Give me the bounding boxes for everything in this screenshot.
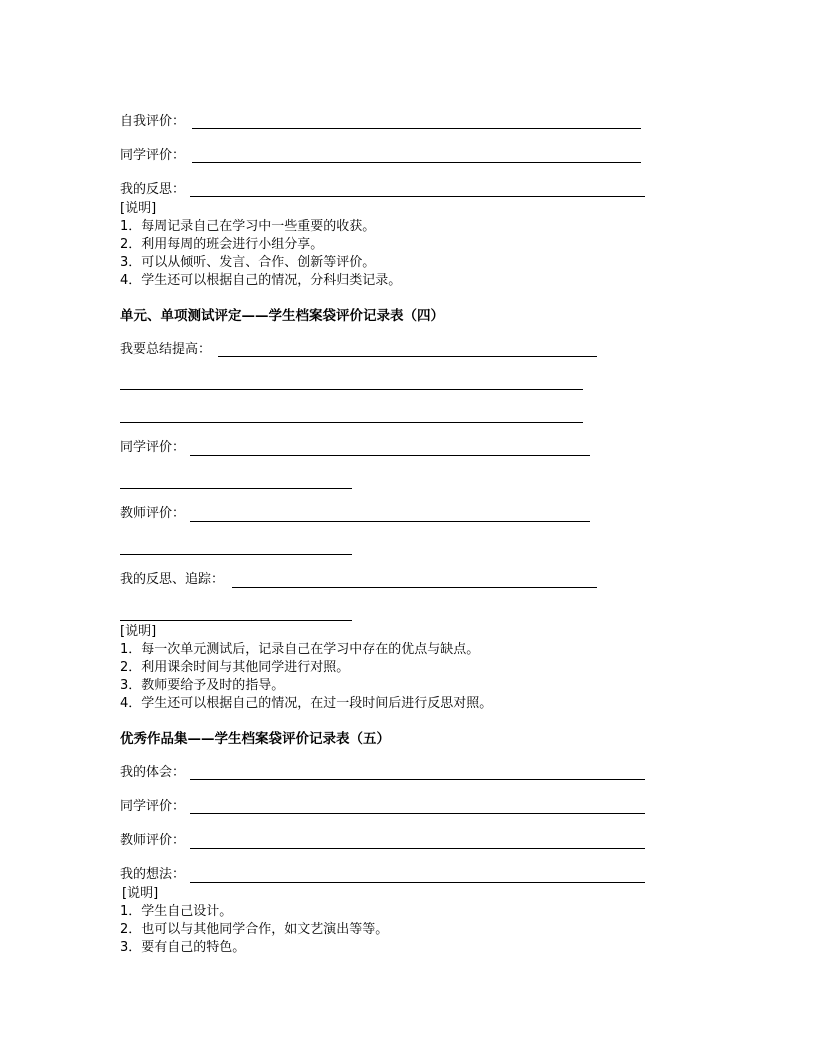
notes-title: [说明]	[122, 886, 159, 901]
peer-eval-label: 同学评价：	[120, 799, 186, 814]
teacher-eval-line-2[interactable]	[120, 554, 352, 555]
section-heading: 优秀作品集——学生档案袋评价记录表（五）	[120, 731, 390, 747]
peer-eval-line[interactable]	[190, 813, 645, 814]
note-item: 3．教师要给予及时的指导。	[120, 678, 285, 693]
summary-label: 我要总结提高：	[120, 342, 212, 357]
peer-eval-line[interactable]	[192, 162, 641, 163]
note-item: 2．利用课余时间与其他同学进行对照。	[120, 660, 350, 675]
reflection-tracking-line[interactable]	[232, 587, 597, 588]
reflection-label: 我的反思：	[120, 182, 186, 197]
teacher-eval-label: 教师评价：	[120, 506, 186, 521]
self-eval-line[interactable]	[192, 128, 641, 129]
note-item: 4．学生还可以根据自己的情况，在过一段时间后进行反思对照。	[120, 696, 493, 711]
experience-label: 我的体会：	[120, 765, 186, 780]
note-item: 4．学生还可以根据自己的情况，分科归类记录。	[120, 273, 402, 288]
note-item: 1．每一次单元测试后，记录自己在学习中存在的优点与缺点。	[120, 642, 480, 657]
peer-eval-label: 同学评价：	[120, 440, 186, 455]
summary-line-3[interactable]	[120, 422, 583, 423]
summary-line-2[interactable]	[120, 389, 583, 390]
reflection-line[interactable]	[190, 196, 645, 197]
self-eval-label: 自我评价：	[120, 114, 186, 129]
peer-eval-label: 同学评价：	[120, 148, 186, 163]
peer-eval-line-2[interactable]	[120, 488, 352, 489]
reflection-tracking-label: 我的反思、追踪：	[120, 572, 225, 587]
teacher-eval-line[interactable]	[190, 848, 645, 849]
experience-line[interactable]	[190, 779, 645, 780]
reflection-tracking-line-2[interactable]	[120, 620, 352, 621]
note-item: 2．利用每周的班会进行小组分享。	[120, 237, 324, 252]
notes-title: [说明]	[120, 201, 157, 216]
thoughts-line[interactable]	[190, 882, 645, 883]
note-item: 1．每周记录自己在学习中一些重要的收获。	[120, 219, 376, 234]
thoughts-label: 我的想法：	[120, 867, 186, 882]
note-item: 3．要有自己的特色。	[120, 940, 246, 955]
teacher-eval-line[interactable]	[190, 521, 590, 522]
summary-line[interactable]	[218, 356, 597, 357]
note-item: 3．可以从倾听、发言、合作、创新等评价。	[120, 255, 376, 270]
section-heading: 单元、单项测试评定——学生档案袋评价记录表（四）	[120, 308, 444, 324]
note-item: 1．学生自己设计。	[120, 904, 233, 919]
notes-title: [说明]	[120, 624, 157, 639]
peer-eval-line[interactable]	[190, 455, 590, 456]
note-item: 2．也可以与其他同学合作，如文艺演出等等。	[120, 922, 389, 937]
teacher-eval-label: 教师评价：	[120, 833, 186, 848]
